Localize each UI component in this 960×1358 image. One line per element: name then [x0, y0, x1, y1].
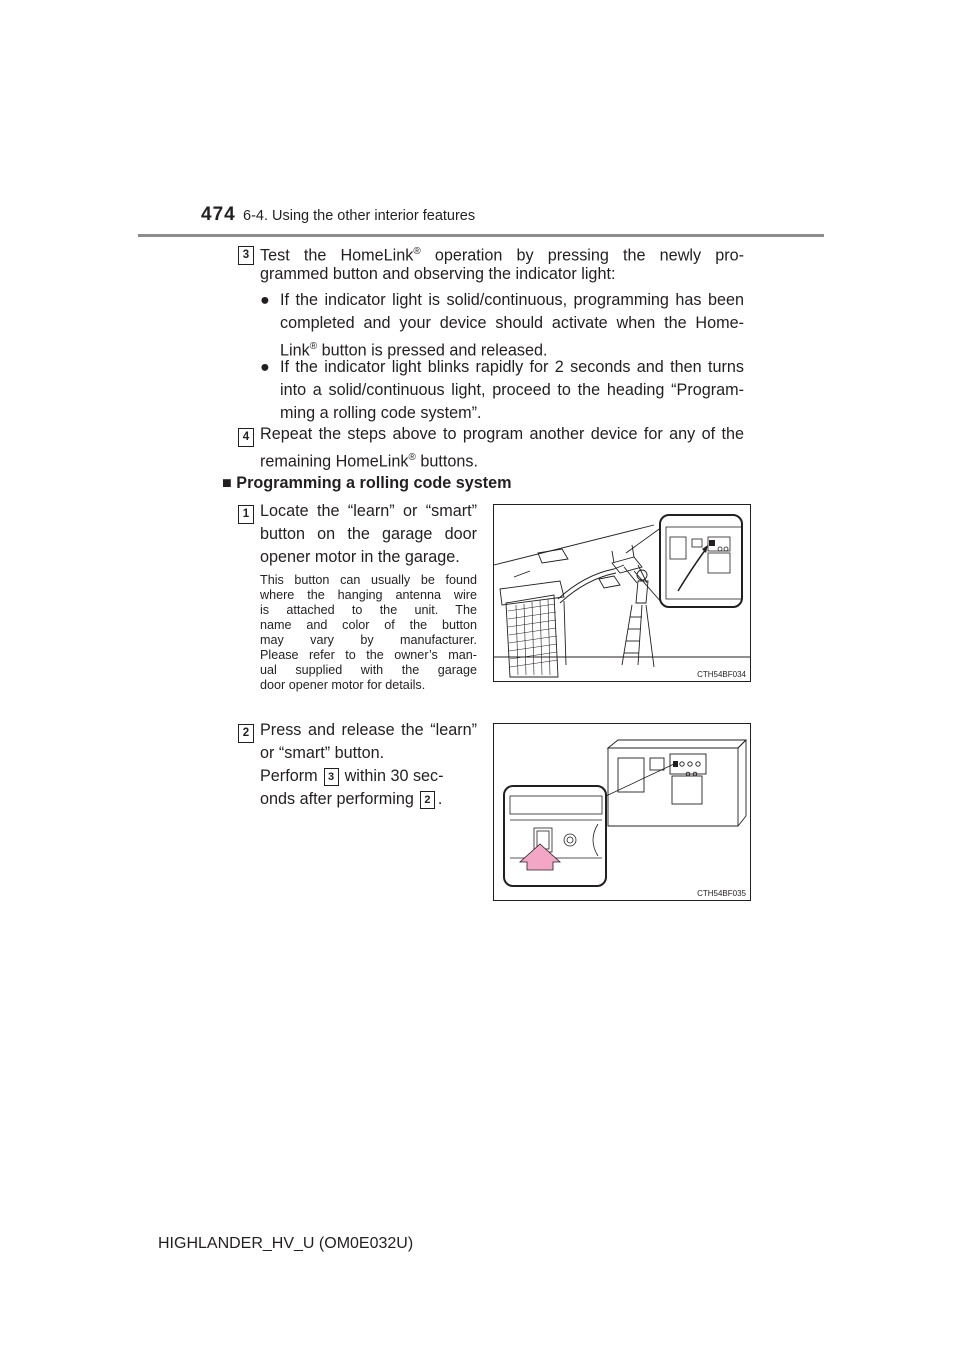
note-line: where the hanging antenna wire [260, 588, 477, 602]
step-ref-2: 2 [420, 791, 435, 809]
note-line: ual supplied with the garage [260, 663, 477, 677]
note-line: is attached to the unit. The [260, 603, 477, 617]
garage-opener-illustration [493, 504, 751, 682]
bullet1-line2: completed and your device should activate when the Home- [280, 314, 744, 332]
registered-mark: ® [413, 246, 421, 257]
rolling-step2-line3: Perform 3 within 30 sec- [260, 767, 444, 785]
note-line: Please refer to the owner’s man- [260, 648, 477, 662]
step3-line1: Test the HomeLink® operation by pressing the newly pro- [260, 246, 744, 265]
garage-illustration-svg [494, 505, 750, 681]
step-number-4: 4 [238, 428, 254, 447]
note-line: This button can usually be found [260, 573, 477, 587]
figure-id: CTH54BF035 [697, 889, 746, 898]
learn-button-illustration-svg [494, 724, 750, 900]
rolling-step2-line2: or “smart” button. [260, 744, 385, 762]
rolling-step1-line2: button on the garage door [260, 525, 477, 543]
step-ref-3: 3 [324, 768, 339, 786]
bullet-icon: ● [260, 358, 270, 376]
step3-line2: grammed button and observing the indicator light: [260, 265, 616, 283]
rolling-step1-line3: opener motor in the garage. [260, 548, 460, 566]
section-title: 6-4. Using the other interior features [243, 208, 476, 224]
learn-button-illustration [493, 723, 751, 901]
header-rule [138, 234, 824, 237]
note-line: door opener motor for details. [260, 678, 426, 692]
rolling-step2-line4: onds after performing 2 . [260, 790, 443, 808]
page-number: 474 [201, 204, 236, 225]
step-number-1: 1 [238, 505, 254, 524]
section-heading: ■ Programming a rolling code system [222, 474, 512, 492]
heading-square-icon: ■ [222, 474, 232, 492]
bullet2-line2: into a solid/continuous light, proceed to the heading “Program- [280, 381, 744, 399]
bullet1-line1: If the indicator light is solid/continuous, programming has been [280, 291, 744, 309]
bullet-icon: ● [260, 291, 270, 309]
note-line: may vary by manufacturer. [260, 633, 477, 647]
footer-model-code: HIGHLANDER_HV_U (OM0E032U) [158, 1235, 414, 1252]
rolling-step1-line1: Locate the “learn” or “smart” [260, 502, 477, 520]
step-number-3: 3 [238, 246, 254, 265]
step-number-2: 2 [238, 724, 254, 743]
figure-id: CTH54BF034 [697, 670, 746, 679]
bullet2-line1: If the indicator light blinks rapidly for 2 seconds and then turns [280, 358, 744, 376]
step4-line2: remaining HomeLink® buttons. [260, 452, 478, 471]
bullet2-line3: ming a rolling code system”. [280, 404, 482, 422]
step4-line1: Repeat the steps above to program another device for any of the [260, 425, 744, 443]
rolling-step2-line1: Press and release the “learn” [260, 721, 477, 739]
bullet1-line3: Link® button is pressed and released. [280, 341, 548, 360]
note-line: name and color of the button [260, 618, 477, 632]
